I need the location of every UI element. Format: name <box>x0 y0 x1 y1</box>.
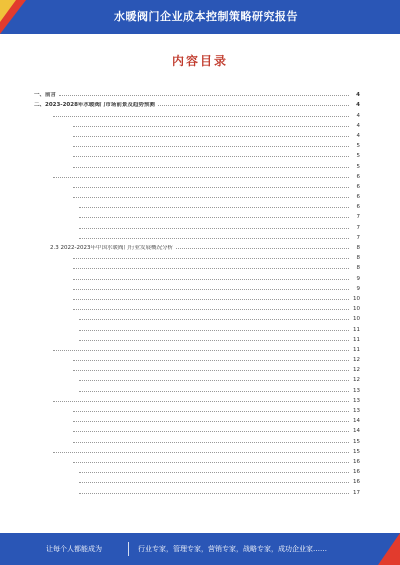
toc-entry[interactable] <box>34 149 360 159</box>
toc-leader-dots <box>79 380 349 381</box>
toc-page-number: 4 <box>356 122 360 129</box>
toc-page-number: 11 <box>353 326 360 333</box>
toc-leader-dots <box>59 95 349 96</box>
report-footer <box>0 533 400 565</box>
toc-page-number: 13 <box>353 387 360 394</box>
toc-entry[interactable] <box>34 231 360 241</box>
toc-page-number: 10 <box>353 306 360 313</box>
toc-entry[interactable] <box>34 119 360 129</box>
toc-leader-dots <box>53 350 349 351</box>
toc-page-number: 6 <box>356 204 360 211</box>
toc-leader-dots <box>73 309 349 310</box>
toc-leader-dots <box>73 411 349 412</box>
toc-leader-dots <box>79 217 349 218</box>
toc-leader-dots <box>79 391 349 392</box>
toc-leader-dots <box>79 472 349 473</box>
toc-entry[interactable] <box>34 424 360 434</box>
toc-entry[interactable] <box>34 129 360 139</box>
toc-leader-dots <box>53 401 349 402</box>
toc-page-number: 8 <box>356 255 360 262</box>
toc-page-number: 10 <box>353 295 360 302</box>
toc-entry[interactable] <box>34 159 360 169</box>
toc-leader-dots <box>79 330 349 331</box>
toc-leader-dots <box>73 421 349 422</box>
toc-entry[interactable] <box>34 261 360 271</box>
toc-leader-dots <box>73 431 349 432</box>
toc-leader-dots <box>53 177 349 178</box>
table-of-contents <box>34 88 360 496</box>
toc-page-number: 8 <box>356 265 360 272</box>
toc-entry[interactable] <box>34 485 360 495</box>
toc-entry[interactable] <box>34 373 360 383</box>
toc-entry-title: 二、2023-2028年水暖阀门市场前景及趋势预测 <box>34 102 155 109</box>
toc-entry[interactable] <box>34 241 360 251</box>
toc-entry[interactable] <box>34 210 360 220</box>
toc-entry[interactable] <box>34 383 360 393</box>
toc-leader-dots <box>73 146 349 147</box>
toc-leader-dots <box>73 136 349 137</box>
toc-leader-dots <box>79 493 349 494</box>
toc-page-number: 13 <box>353 408 360 414</box>
toc-entry[interactable] <box>34 312 360 322</box>
toc-entry[interactable] <box>34 394 360 404</box>
toc-leader-dots <box>73 258 349 259</box>
toc-leader-dots <box>79 207 349 208</box>
toc-entry[interactable] <box>34 98 360 108</box>
toc-page-number: 12 <box>353 377 360 384</box>
toc-page-number: 16 <box>353 469 360 476</box>
toc-leader-dots <box>73 167 349 168</box>
footer-services: 行业专家，管理专家，营销专家，战略专家，成功企业家…… <box>138 545 327 553</box>
toc-entry[interactable] <box>34 353 360 363</box>
toc-entry[interactable] <box>34 343 360 353</box>
toc-page-number: 4 <box>356 112 360 119</box>
footer-red-accent <box>378 533 400 565</box>
toc-leader-dots <box>158 105 349 106</box>
toc-entry[interactable] <box>34 282 360 292</box>
toc-leader-dots <box>73 442 349 443</box>
toc-page-number: 15 <box>353 448 360 455</box>
toc-page-number: 7 <box>356 234 360 241</box>
toc-page-number: 4 <box>356 102 360 109</box>
toc-page-number: 4 <box>356 132 360 139</box>
toc-entry[interactable] <box>34 220 360 230</box>
toc-entry[interactable] <box>34 363 360 373</box>
report-title: 水暖阀门企业成本控制策略研究报告 <box>114 10 298 23</box>
toc-entry[interactable] <box>34 302 360 312</box>
toc-page-number: 14 <box>353 428 360 435</box>
toc-leader-dots <box>73 197 349 198</box>
toc-page-number: 5 <box>356 153 360 160</box>
toc-leader-dots <box>73 279 349 280</box>
toc-entry[interactable] <box>34 88 360 98</box>
toc-page-number: 7 <box>356 214 360 221</box>
toc-leader-dots <box>73 126 349 127</box>
toc-entry[interactable] <box>34 455 360 465</box>
toc-page-number: 9 <box>356 285 360 292</box>
toc-entry[interactable] <box>34 190 360 200</box>
toc-entry[interactable] <box>34 292 360 302</box>
toc-page-number: 16 <box>353 458 360 465</box>
toc-leader-dots <box>79 319 349 320</box>
toc-page-number: 16 <box>353 479 360 486</box>
toc-entry[interactable] <box>34 434 360 444</box>
toc-page-number: 13 <box>353 397 360 404</box>
toc-entry-title: 2.3 2022-2023年中国水暖阀门行业发展概况分析 <box>50 245 173 251</box>
toc-entry[interactable] <box>34 271 360 281</box>
toc-page-number: 4 <box>356 92 360 99</box>
toc-leader-dots <box>79 228 349 229</box>
toc-entry[interactable] <box>34 180 360 190</box>
toc-page-number: 6 <box>356 173 360 180</box>
toc-page-number: 6 <box>356 194 360 201</box>
toc-leader-dots <box>73 299 349 300</box>
toc-page-number: 14 <box>353 418 360 425</box>
toc-page-number: 5 <box>356 163 360 170</box>
toc-entry[interactable] <box>34 465 360 475</box>
toc-leader-dots <box>73 268 349 269</box>
toc-entry[interactable] <box>34 333 360 343</box>
toc-page-number: 17 <box>353 489 360 496</box>
toc-page-number: 9 <box>356 275 360 282</box>
toc-entry[interactable] <box>34 414 360 424</box>
toc-page-number: 7 <box>356 224 360 231</box>
toc-page-number: 12 <box>353 367 360 374</box>
toc-page-number: 12 <box>353 357 360 364</box>
toc-entry[interactable] <box>34 404 360 414</box>
toc-page-number: 11 <box>353 336 360 343</box>
toc-entry-title: 一、前言 <box>34 92 57 99</box>
toc-page-number: 10 <box>353 316 360 323</box>
toc-leader-dots <box>79 482 349 483</box>
toc-entry[interactable] <box>34 200 360 210</box>
toc-leader-dots <box>73 370 349 371</box>
toc-leader-dots <box>79 238 349 239</box>
toc-page-number: 11 <box>353 346 360 353</box>
toc-entry[interactable] <box>34 445 360 455</box>
toc-leader-dots <box>73 187 349 188</box>
footer-divider <box>128 542 129 556</box>
toc-page-number: 6 <box>356 183 360 190</box>
toc-leader-dots <box>73 289 349 290</box>
toc-leader-dots <box>176 248 349 249</box>
toc-entry[interactable] <box>34 322 360 332</box>
report-header <box>0 0 400 34</box>
toc-leader-dots <box>79 340 349 341</box>
toc-entry[interactable] <box>34 139 360 149</box>
toc-leader-dots <box>53 116 349 117</box>
footer-slogan: 让每个人都能成为 <box>46 545 102 553</box>
toc-leader-dots <box>73 462 349 463</box>
header-yellow-accent <box>0 0 16 22</box>
toc-entry[interactable] <box>34 108 360 118</box>
toc-entry[interactable] <box>34 170 360 180</box>
toc-entry[interactable] <box>34 475 360 485</box>
toc-leader-dots <box>53 452 349 453</box>
toc-page-number: 8 <box>356 245 360 251</box>
toc-leader-dots <box>73 156 349 157</box>
toc-leader-dots <box>73 360 349 361</box>
toc-page-number: 5 <box>356 143 360 150</box>
toc-page-number: 15 <box>353 438 360 445</box>
toc-heading: 内容目录 <box>171 54 228 68</box>
toc-entry[interactable] <box>34 251 360 261</box>
